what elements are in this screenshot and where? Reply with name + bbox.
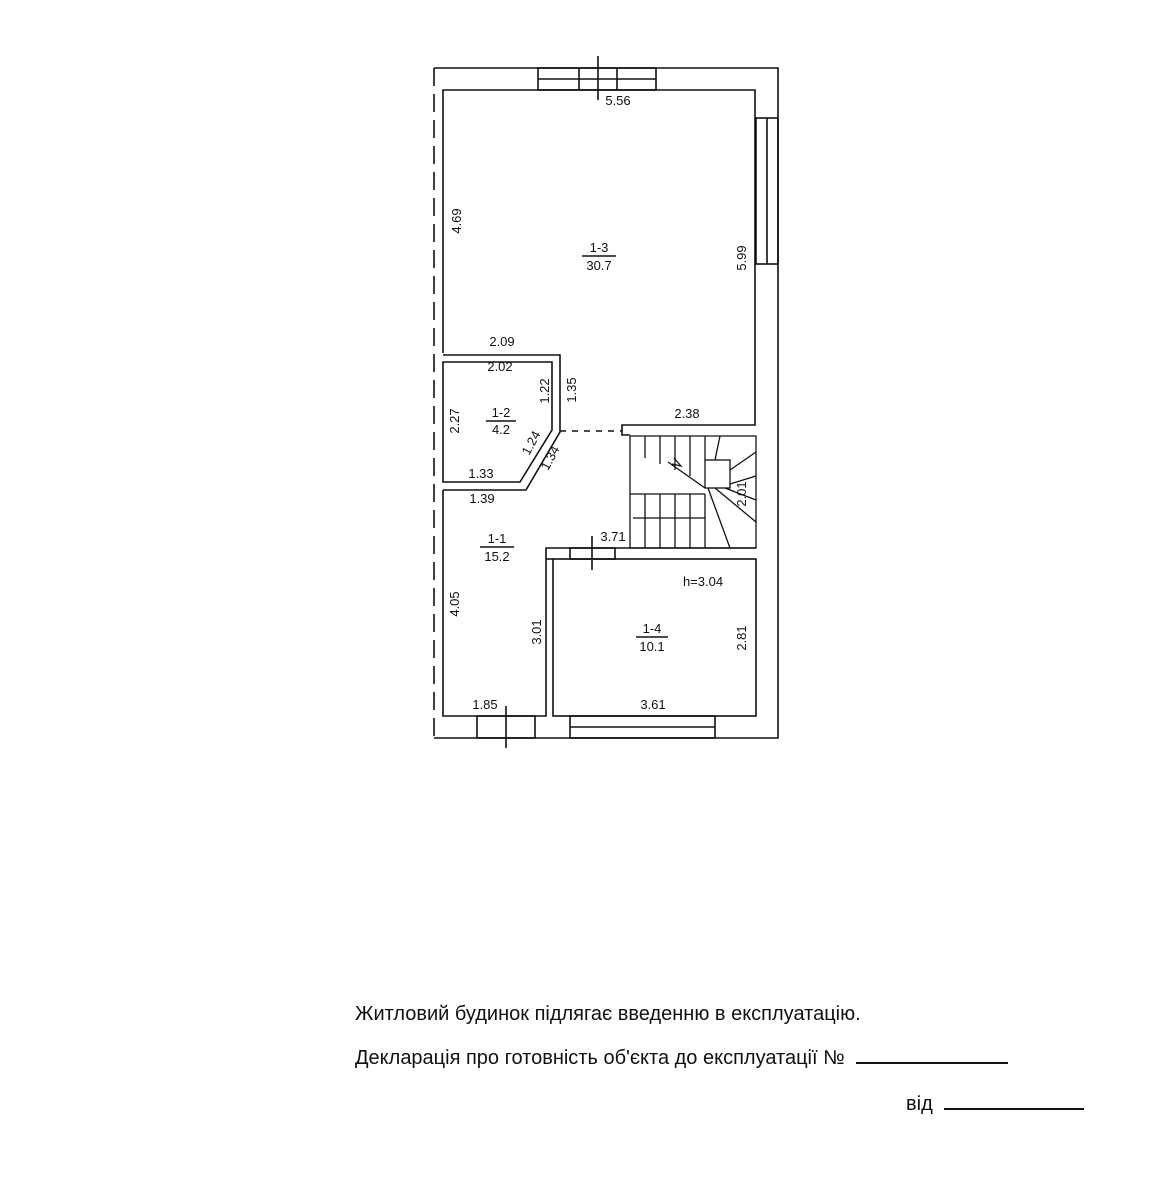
dim-r12-right-inner: 1.22 [537,378,552,404]
date-blank [944,1090,1084,1110]
footer-line-1: Житловий будинок підлягає введенню в експлуатацію. [355,1003,861,1025]
dim-r13-right: 5.99 [734,245,749,271]
dim-r11-top: 1.39 [469,491,495,506]
room-1-2-id: 1-2 [491,405,511,420]
room-1-1-area: 15.2 [484,549,510,564]
dim-r13-bottom-right: 2.38 [674,406,700,421]
room-1-4-area: 10.1 [639,639,665,654]
footer-line-3 [906,1090,1084,1116]
room-1-3-id: 1-3 [589,240,609,255]
room-1-4-id: 1-4 [642,621,662,636]
dim-r12-diag-outer: 1.34 [537,443,563,473]
dim-r13-bottom-left: 2.09 [489,334,515,349]
dim-r12-left: 2.27 [447,408,462,434]
dim-top-width: 5.56 [605,93,631,108]
room-1-2-area: 4.2 [491,422,511,437]
room-1-1-id: 1-1 [487,531,507,546]
date-label: від [906,1093,933,1115]
dim-r14-bottom: 3.61 [640,697,666,712]
dim-r11-right: 3.01 [529,619,544,645]
dim-r12-right-outer: 1.35 [564,377,579,403]
dim-r14-right: 2.81 [734,625,749,651]
dim-stair-width: 2.01 [734,481,749,507]
dim-r12-top: 2.02 [487,359,513,374]
dim-r11-bottom: 1.85 [472,697,498,712]
room-1-3-area: 30.7 [586,258,612,273]
declaration-number-blank [856,1044,1008,1064]
dim-r11-left: 4.05 [447,591,462,617]
footer-line-2 [355,1044,1008,1070]
room-1-1-outline [443,490,756,716]
ceiling-height: h=3.04 [682,574,724,589]
outer-wall [434,68,778,738]
dim-r14-top: 3.71 [600,529,626,544]
dim-r13-left: 4.69 [449,208,464,234]
dim-r12-bottom: 1.33 [468,466,494,481]
dim-r12-diag-inner: 1.24 [518,428,544,458]
declaration-label: Декларація про готовність об'єкта до експлуатації № [355,1047,845,1069]
